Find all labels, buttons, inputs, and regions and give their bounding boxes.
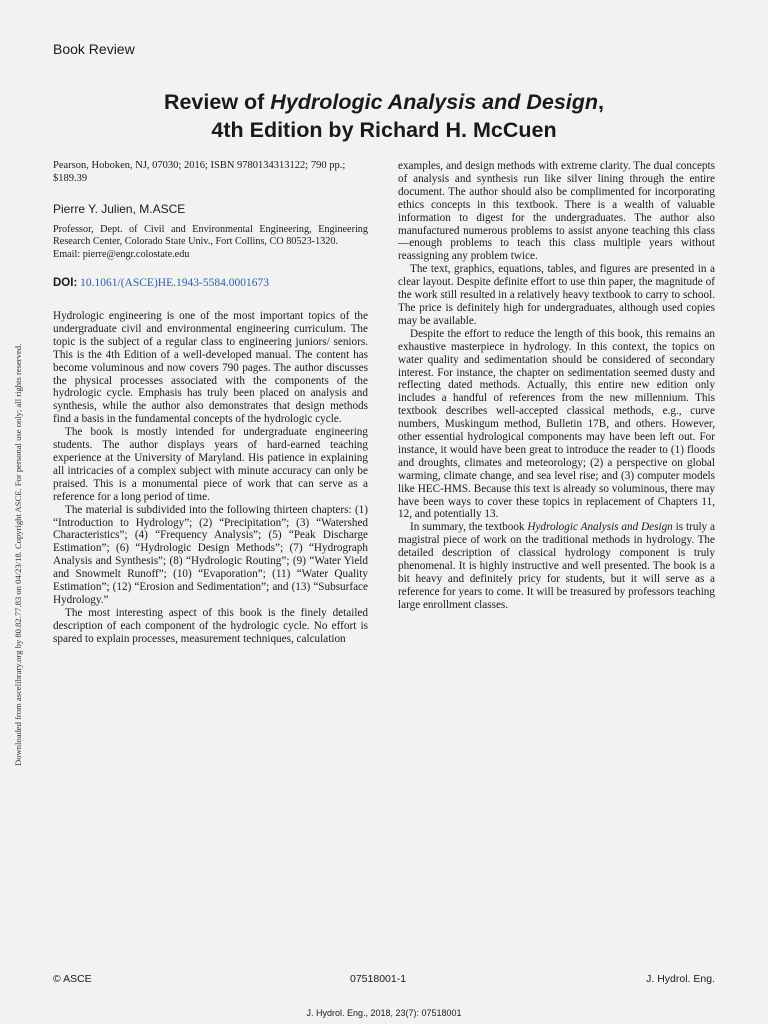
- footer-copyright: © ASCE: [53, 973, 92, 985]
- paragraph-6: Despite the effort to reduce the length of this book, this remains an exhaustive masterpiece in hydrology. In this context, the topics on water quality and sedimentation should be considered of secondary interest. For instance, the chapter on sedimentation seemed dusty and reflecting dated methods. Actually, this entire new edition only includes a handful of references from the new millennium. This textbook describes well-accepted classical methods, e.g., curve numbers, Muskingum method, Bulletin 17B, and others. However, other essential hydrological components may have been left out. For instance, it would have been great to introduce the reader to (1) floods and droughts, climates and meteorology; (2) a perspective on global warming, climate change, and sea level rise; and (3) computer models like HEC-HMS. Because this text is already so voluminous, there may have been ways to cover these topics in replacement of Chapters 11, 12, and potentially 13.: [398, 327, 715, 521]
- paragraph-5: The text, graphics, equations, tables, and figures are presented in a clear layout. Despite definite effort to use thin paper, the magnitude of the work still resulted in a relatively heavy textbook to carry to school. The price is definitely high for undergraduates, although used copies may be available.: [398, 263, 715, 327]
- title-prefix: Review of: [163, 90, 271, 114]
- book-title: Hydrologic Analysis and Design: [270, 90, 599, 114]
- citation-line: J. Hydrol. Eng., 2018, 23(7): 07518001: [306, 1008, 462, 1018]
- right-column: [398, 160, 715, 612]
- left-column: [53, 160, 368, 646]
- footer-journal: J. Hydrol. Eng.: [646, 973, 715, 985]
- publication-info: Pearson, Hoboken, NJ, 07030; 2016; ISBN 9780134313122; 790 pp.; $189.39: [53, 160, 346, 184]
- paragraph-2: The book is mostly intended for undergraduate engineering students. The author displays years of hard-earned teaching experience at the University of Maryland. His patience in explaining all intricacies of a complex subject with minute accuracy can only be praised. This is a monumental piece of work that can serve as a reference for a long period of time.: [53, 426, 368, 503]
- author-name: Pierre Y. Julien, M.ASCE: [53, 202, 186, 216]
- paragraph-4-start: The most interesting aspect of this book is the finely detailed description of each component of the hydrologic cycle. No effort is spared to explain processes, measurement techniques, calculation: [53, 606, 368, 645]
- paragraph-4-end: examples, and design methods with extreme clarity. The dual concepts of analysis and synthesis run like silver lining through the entire document. The author should also be complimented for incorporating ethics concepts in this textbook. There is a wealth of valuable information to digest for the undergraduates. The author also manufactured numerous problems to assist anyone teaching this class—enough problems to teach this class multiple years without reassigning any problem twice.: [398, 160, 715, 263]
- paragraph-3: The material is subdivided into the following thirteen chapters: (1) “Introduction to Hydrology”; (2) “Precipitation”; (3) “Watershed Characteristics”; (4) “Frequency Analysis”; (5) “Peak Discharge Estimation”; (6) “Hydrologic Design Methods”; (7) “Hydrograph Analysis and Synthesis”; (8) “Hydrologic Routing”; (9) “Water Yield and Snowmelt Runoff”; (10) “Evaporation”; (11) “Water Quality Estimation”; (12) “Erosion and Sedimentation”; and (13) “Subsurface Hydrology.”: [53, 503, 368, 606]
- title-line-2: 4th Edition by Richard H. McCuen: [211, 118, 557, 142]
- p7-after: is truly a magistral piece of work on the traditional methods in hydrology. The detailed description of classical hydrology component is truly phenomenal. It is highly instructive and well presented. The book is a bit heavy and definitely pricy for students, but it will serve as a reference for years to come. It will be treasured by professors teaching large enrollment classes.: [398, 521, 715, 611]
- doi-line: [53, 277, 368, 290]
- doi-label: DOI:: [53, 277, 78, 290]
- title-suffix: ,: [598, 90, 605, 114]
- p7-before: In summary, the textbook: [410, 521, 528, 534]
- paragraph-1: Hydrologic engineering is one of the most important topics of the undergraduate civil and environmental engineering curriculum. The topic is the subject of a regular class to engineering juniors/ seniors. This is the 4th Edition of a well-developed manual. The content has become voluminous and now covers 790 pages. The author discusses the physical processes associated with the components of the hydrologic cycle. Emphasis has truly been placed on analysis and synthesis, while the author also demonstrates that design methods find a basis in the fundamental concepts of the hydrologic cycle.: [53, 310, 368, 426]
- author-email: Email: pierre@engr.colostate.edu: [53, 248, 190, 260]
- footer-article-number: 07518001-1: [350, 973, 407, 985]
- author-affiliation: Professor, Dept. of Civil and Environmental Engineering, Engineering Research Center, Colorado State Univ., Fort Collins, CO 80523-1320.: [53, 223, 368, 248]
- doi-link[interactable]: 10.1061/(ASCE)HE.1943-5584.0001673: [80, 277, 269, 290]
- title-line-1: [53, 88, 715, 116]
- article-title: [53, 88, 715, 144]
- section-label: Book Review: [53, 41, 135, 57]
- p7-book-title: Hydrologic Analysis and Design: [527, 521, 673, 534]
- download-side-note: Downloaded from ascelibrary.org by 80.82.77.83 on 04/23/18. Copyright ASCE. For personal use only; all rights reserved.: [13, 343, 23, 766]
- paragraph-7: [398, 521, 715, 611]
